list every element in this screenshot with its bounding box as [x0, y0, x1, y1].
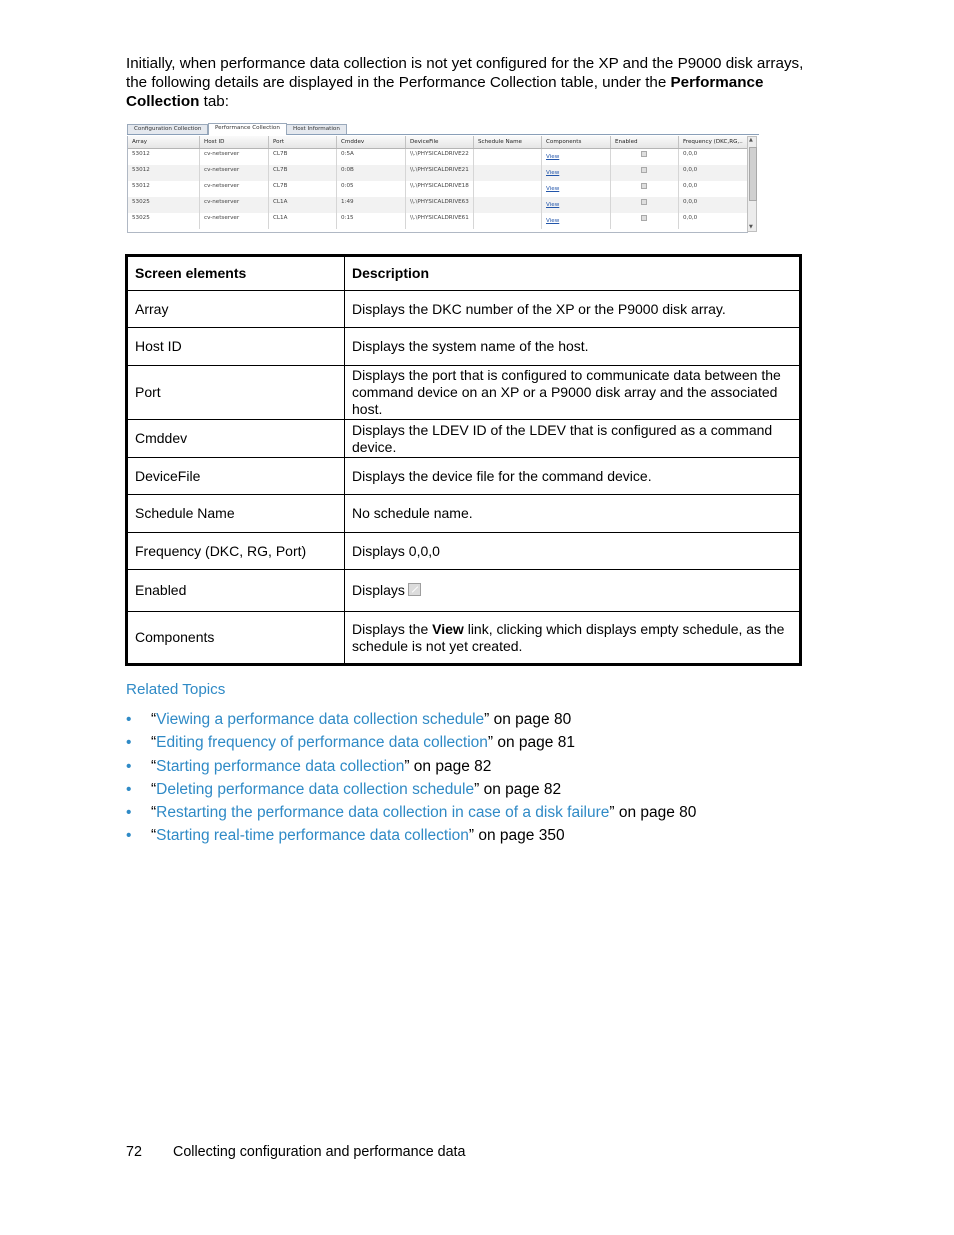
disabled-checkbox-icon [641, 199, 647, 205]
grid-cell: 0,0,0 [679, 165, 748, 181]
grid-cell: 53012 [128, 149, 200, 165]
related-link[interactable]: Restarting the performance data collection in case of a disk failure [156, 804, 610, 822]
page-ref: ” on page 350 [468, 827, 565, 845]
grid-cell: cv-netserver [200, 213, 269, 229]
grid-cell: CL7B [269, 149, 337, 165]
view-link[interactable]: View [542, 181, 611, 197]
intro-text: Initially, when performance data collection is not yet configured for the XP and the P9000 disk arrays, the following details are displayed in the Performance Collection table, under the [126, 55, 804, 91]
grid-cell [611, 181, 679, 197]
tab-configuration-collection[interactable]: Configuration Collection [127, 124, 208, 134]
view-link[interactable]: View [542, 165, 611, 181]
bullet-icon: • [126, 734, 132, 752]
grid-cell: \\.\PHYSICALDRIVE18 [406, 181, 474, 197]
grid-cell: 53025 [128, 197, 200, 213]
description-cell: Displays the port that is configured to communicate data between the command device on an XP or a P9000 disk array and the associated host. [345, 366, 801, 420]
bullet-icon: • [126, 780, 132, 798]
description-text: Displays [352, 582, 405, 598]
grid-column-header[interactable]: Port [269, 136, 337, 148]
element-cell: Port [127, 366, 345, 420]
table-row [127, 420, 801, 458]
related-link[interactable]: Deleting performance data collection schedule [156, 780, 475, 798]
page-ref: ” on page 82 [404, 757, 492, 775]
related-topics-title: Related Topics [126, 681, 226, 698]
table-row [127, 328, 801, 366]
element-cell: Components [127, 612, 345, 665]
disabled-checkbox-icon [408, 583, 421, 596]
table-row [127, 612, 801, 665]
grid-row[interactable] [128, 213, 748, 229]
list-item: • “Editing frequency of performance data collection” on page 81 [126, 731, 696, 754]
grid-cell: CL7B [269, 165, 337, 181]
grid-cell: 53012 [128, 181, 200, 197]
collection-grid [127, 136, 748, 233]
grid-cell: 0:05 [337, 181, 406, 197]
grid-cell: \\.\PHYSICALDRIVE22 [406, 149, 474, 165]
description-cell: Displays the device file for the command device. [345, 458, 801, 495]
page-number: 72 [126, 1144, 142, 1160]
table-row [127, 366, 801, 420]
grid-cell: cv-netserver [200, 165, 269, 181]
scroll-up-icon[interactable]: ▲ [749, 137, 753, 143]
related-link[interactable]: Viewing a performance data collection schedule [156, 711, 485, 728]
grid-cell [474, 181, 542, 197]
table-header-row [127, 256, 801, 291]
table-row [127, 570, 801, 612]
grid-cell [611, 197, 679, 213]
disabled-checkbox-icon [641, 183, 647, 189]
grid-cell: \\.\PHYSICALDRIVE61 [406, 213, 474, 229]
list-item: • “Starting real-time performance data collection” on page 350 [126, 824, 696, 847]
description-bold: View [432, 620, 464, 637]
grid-cell: cv-netserver [200, 149, 269, 165]
element-cell: Host ID [127, 328, 345, 366]
header-description: Description [345, 256, 801, 291]
grid-cell: 0,0,0 [679, 213, 748, 229]
screenshot-tabs [127, 123, 759, 135]
list-item: • “Deleting performance data collection schedule” on page 82 [126, 778, 696, 801]
footer-title: Collecting configuration and performance data [173, 1144, 466, 1160]
description-cell: Displays the system name of the host. [345, 328, 801, 366]
grid-cell: CL7B [269, 181, 337, 197]
grid-row[interactable] [128, 149, 748, 165]
description-cell: Displays the DKC number of the XP or the P9000 disk array. [345, 291, 801, 328]
grid-cell: 0,0,0 [679, 181, 748, 197]
list-item: • “Restarting the performance data collection in case of a disk failure” on page 80 [126, 801, 696, 824]
page-ref: ” on page 81 [487, 734, 575, 752]
description-text: Displays the [352, 620, 433, 637]
grid-cell [474, 165, 542, 181]
disabled-checkbox-icon [641, 151, 647, 157]
page-ref: ” on page 82 [474, 780, 562, 798]
description-text-end: link, clicking which displays empty schedule, as the schedule is not yet created. [352, 620, 785, 654]
grid-cell [474, 213, 542, 229]
grid-row[interactable] [128, 197, 748, 213]
grid-cell [474, 197, 542, 213]
grid-header [128, 136, 748, 149]
view-link[interactable]: View [542, 213, 611, 229]
bullet-icon: • [126, 827, 132, 845]
list-item: • “Starting performance data collection” on page 82 [126, 755, 696, 778]
tab-performance-collection[interactable]: Performance Collection [208, 123, 287, 135]
element-cell: Frequency (DKC, RG, Port) [127, 533, 345, 570]
element-cell: Array [127, 291, 345, 328]
grid-cell: cv-netserver [200, 181, 269, 197]
element-cell: Enabled [127, 570, 345, 612]
performance-collection-screenshot [127, 123, 759, 233]
description-cell [345, 612, 801, 665]
grid-cell: CL1A [269, 197, 337, 213]
related-topics-list [126, 708, 696, 848]
intro-paragraph [126, 54, 816, 111]
grid-cell [611, 213, 679, 229]
related-link[interactable]: Editing frequency of performance data collection [156, 734, 488, 752]
page-ref: ” on page 80 [609, 804, 697, 822]
grid-cell [474, 149, 542, 165]
table-row [127, 291, 801, 328]
bullet-icon: • [126, 804, 132, 822]
header-screen-elements: Screen elements [127, 256, 345, 291]
list-item: • “Viewing a performance data collection schedule” on page 80 [126, 708, 696, 731]
screen-elements-table [125, 254, 802, 666]
grid-column-header[interactable]: Frequency (DKC,RG,.. [679, 136, 748, 148]
grid-cell: 0,0,0 [679, 149, 748, 165]
grid-cell: 53012 [128, 165, 200, 181]
element-cell: Cmddev [127, 420, 345, 458]
intro-text-end: tab: [199, 93, 229, 110]
table-row [127, 495, 801, 533]
page-footer [126, 1144, 465, 1160]
grid-cell: 0,0,0 [679, 197, 748, 213]
table-row [127, 533, 801, 570]
grid-row[interactable] [128, 165, 748, 181]
table-row [127, 458, 801, 495]
page-ref: ” on page 80 [484, 711, 572, 728]
related-link[interactable]: Starting performance data collection [156, 757, 405, 775]
view-link[interactable]: View [542, 197, 611, 213]
grid-column-header[interactable]: Enabled [611, 136, 679, 148]
scroll-down-icon[interactable]: ▼ [749, 224, 753, 230]
grid-cell: 0:5A [337, 149, 406, 165]
grid-cell: 0:0B [337, 165, 406, 181]
intro-bold: Performance Collection [126, 74, 764, 110]
grid-cell: \\.\PHYSICALDRIVE63 [406, 197, 474, 213]
element-cell: DeviceFile [127, 458, 345, 495]
disabled-checkbox-icon [641, 167, 647, 173]
grid-cell: 53025 [128, 213, 200, 229]
description-cell: No schedule name. [345, 495, 801, 533]
grid-column-header[interactable]: Schedule Name [474, 136, 542, 148]
description-cell: Displays 0,0,0 [345, 533, 801, 570]
grid-scrollbar[interactable] [747, 136, 757, 232]
grid-column-header[interactable]: Host ID [200, 136, 269, 148]
description-cell: Displays the LDEV ID of the LDEV that is configured as a command device. [345, 420, 801, 458]
grid-column-header[interactable]: Components [542, 136, 611, 148]
tab-host-information[interactable]: Host Information [286, 124, 347, 134]
bullet-icon: • [126, 711, 132, 728]
grid-cell: CL1A [269, 213, 337, 229]
grid-column-header[interactable]: Array [128, 136, 200, 148]
grid-column-header[interactable]: DeviceFile [406, 136, 474, 148]
related-link[interactable]: Starting real-time performance data collection [156, 827, 469, 845]
description-cell [345, 570, 801, 612]
scroll-thumb[interactable] [749, 147, 757, 201]
element-cell: Schedule Name [127, 495, 345, 533]
grid-cell [611, 149, 679, 165]
grid-cell: \\.\PHYSICALDRIVE21 [406, 165, 474, 181]
bullet-icon: • [126, 757, 132, 775]
grid-cell [611, 165, 679, 181]
disabled-checkbox-icon [641, 215, 647, 221]
view-link[interactable]: View [542, 149, 611, 165]
grid-row[interactable] [128, 181, 748, 197]
grid-cell: 0:15 [337, 213, 406, 229]
grid-column-header[interactable]: Cmddev [337, 136, 406, 148]
grid-cell: 1:49 [337, 197, 406, 213]
grid-cell: cv-netserver [200, 197, 269, 213]
